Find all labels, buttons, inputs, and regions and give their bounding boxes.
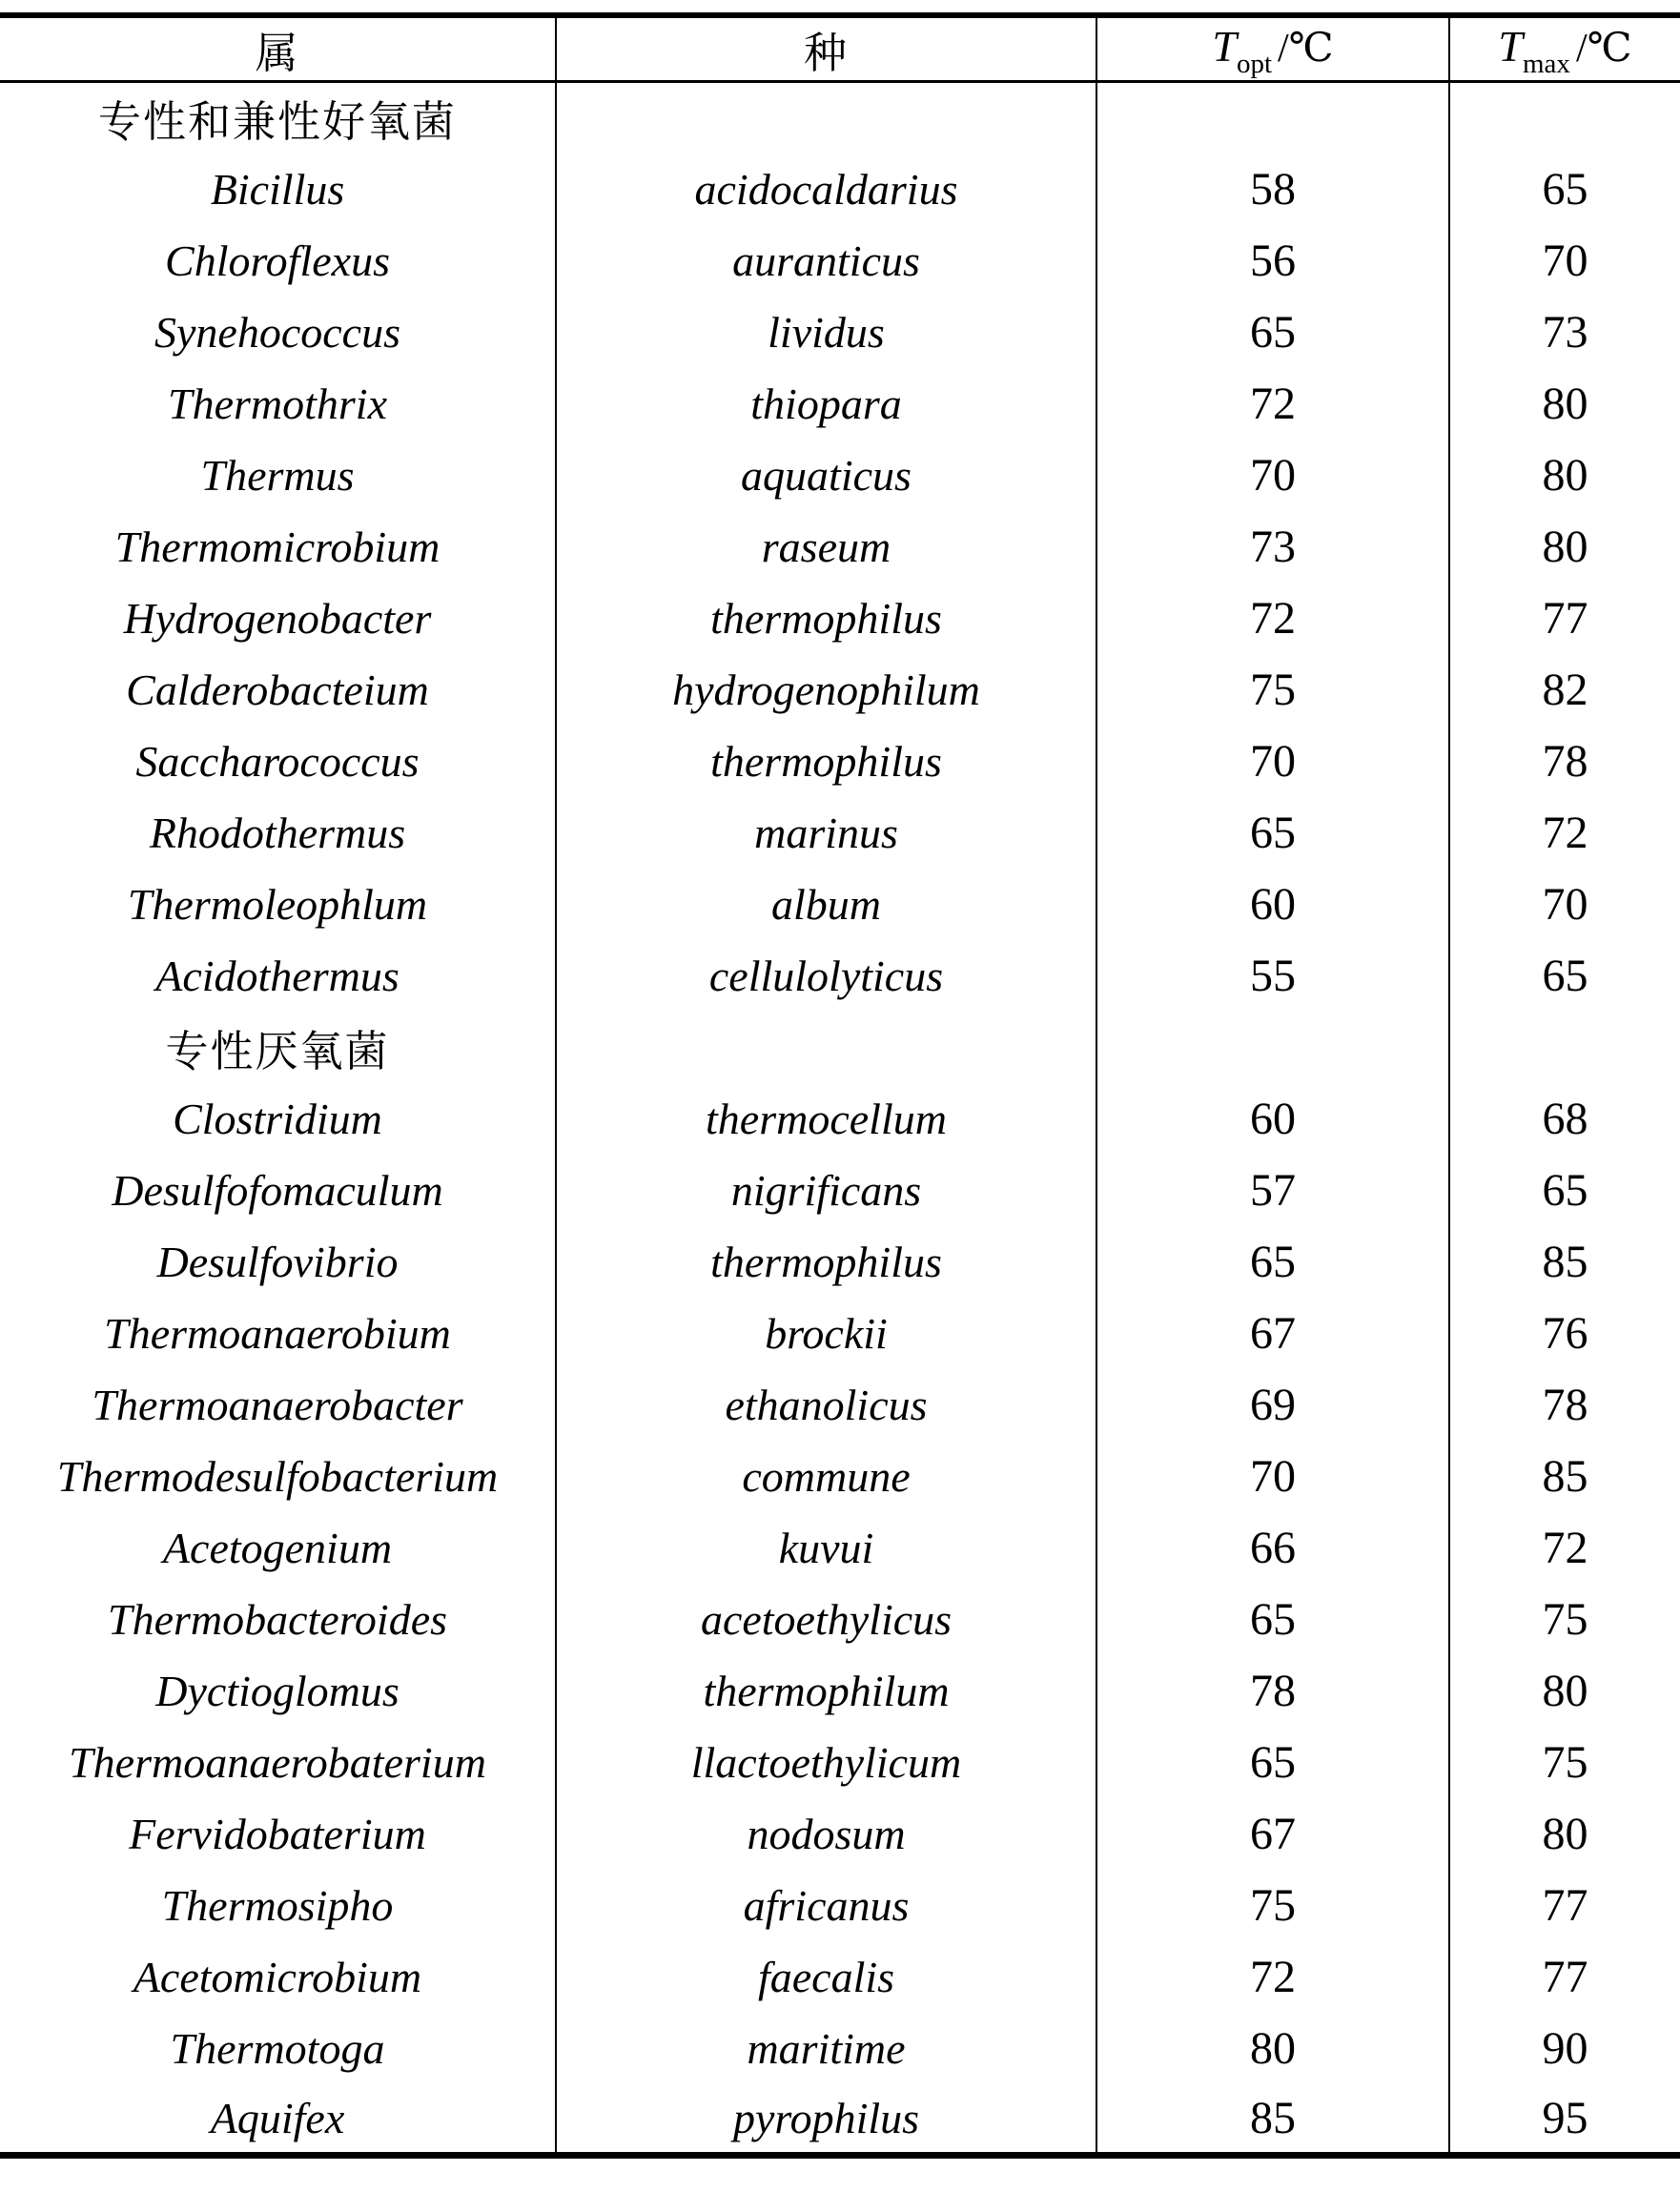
table-row	[0, 1870, 1680, 1941]
header-row	[0, 15, 1680, 82]
species-cell: acidocaldarius	[556, 154, 1096, 225]
tmax-cell: 77	[1449, 1941, 1680, 2013]
table-row	[0, 368, 1680, 440]
topt-cell	[1096, 82, 1449, 154]
table-row	[0, 2013, 1680, 2084]
table-row	[0, 154, 1680, 225]
table-row	[0, 440, 1680, 511]
tmax-cell: 65	[1449, 1155, 1680, 1226]
table-row	[0, 1655, 1680, 1727]
tmax-cell: 65	[1449, 154, 1680, 225]
species-cell: ethanolicus	[556, 1369, 1096, 1441]
topt-cell: 70	[1096, 726, 1449, 797]
col-header-species: 种	[556, 15, 1096, 82]
species-cell: hydrogenophilum	[556, 654, 1096, 726]
species-cell: aquaticus	[556, 440, 1096, 511]
tmax-cell: 70	[1449, 225, 1680, 297]
genus-cell: Calderobacteium	[126, 665, 429, 714]
table-row	[0, 797, 1680, 869]
genus-cell: Dyctioglomus	[155, 1666, 400, 1715]
group-row	[0, 82, 1680, 154]
topt-unit: /℃	[1278, 26, 1334, 71]
table-body	[0, 82, 1680, 2156]
species-cell: thermophilus	[556, 726, 1096, 797]
tmax-cell: 72	[1449, 797, 1680, 869]
tmax-cell: 73	[1449, 297, 1680, 368]
table-row	[0, 1083, 1680, 1155]
topt-cell: 60	[1096, 1083, 1449, 1155]
table-row	[0, 1512, 1680, 1584]
tmax-cell: 80	[1449, 1655, 1680, 1727]
species-cell: brockii	[556, 1298, 1096, 1369]
genus-cell: Thermoanaerobaterium	[69, 1737, 486, 1787]
species-cell: maritime	[556, 2013, 1096, 2084]
species-cell: pyrophilus	[556, 2084, 1096, 2156]
table-row	[0, 1941, 1680, 2013]
topt-cell: 66	[1096, 1512, 1449, 1584]
table-row	[0, 1226, 1680, 1298]
genus-cell: Thermosipho	[161, 1880, 394, 1930]
tmax-cell: 75	[1449, 1584, 1680, 1655]
species-cell: thiopara	[556, 368, 1096, 440]
table-row	[0, 1441, 1680, 1512]
table-row	[0, 654, 1680, 726]
genus-cell: Synehococcus	[154, 307, 400, 357]
topt-cell: 58	[1096, 154, 1449, 225]
table-row	[0, 1584, 1680, 1655]
table-row	[0, 583, 1680, 654]
table-row	[0, 2084, 1680, 2156]
species-cell: thermophilum	[556, 1655, 1096, 1727]
topt-cell: 55	[1096, 940, 1449, 1012]
species-cell: llactoethylicum	[556, 1727, 1096, 1798]
topt-cell: 56	[1096, 225, 1449, 297]
genus-cell: Hydrogenobacter	[123, 593, 432, 643]
topt-cell: 75	[1096, 1870, 1449, 1941]
tmax-cell: 90	[1449, 2013, 1680, 2084]
genus-cell: Chloroflexus	[165, 236, 390, 285]
species-cell: marinus	[556, 797, 1096, 869]
topt-cell: 72	[1096, 368, 1449, 440]
tmax-unit: /℃	[1575, 26, 1632, 71]
tmax-cell: 82	[1449, 654, 1680, 726]
topt-cell: 75	[1096, 654, 1449, 726]
col-header-tmax	[1449, 15, 1680, 82]
tmax-cell: 78	[1449, 726, 1680, 797]
thermophile-temperature-table	[0, 12, 1680, 2159]
group-row	[0, 1012, 1680, 1083]
species-cell: thermophilus	[556, 583, 1096, 654]
tmax-cell: 80	[1449, 1798, 1680, 1870]
genus-cell: Aquifex	[210, 2093, 345, 2142]
topt-cell: 65	[1096, 1226, 1449, 1298]
table-row	[0, 511, 1680, 583]
table-row	[0, 1298, 1680, 1369]
genus-cell: Thermodesulfobacterium	[56, 1451, 499, 1501]
tmax-cell: 80	[1449, 440, 1680, 511]
tmax-symbol: T	[1498, 21, 1523, 71]
tmax-cell: 65	[1449, 940, 1680, 1012]
species-cell: raseum	[556, 511, 1096, 583]
species-cell: kuvui	[556, 1512, 1096, 1584]
tmax-cell: 75	[1449, 1727, 1680, 1798]
tmax-cell: 76	[1449, 1298, 1680, 1369]
table-row	[0, 726, 1680, 797]
topt-cell: 70	[1096, 440, 1449, 511]
topt-cell: 65	[1096, 797, 1449, 869]
genus-cell: Desulfofomaculum	[112, 1165, 443, 1215]
topt-subscript: opt	[1236, 48, 1272, 79]
genus-cell: Thermoleophlum	[127, 879, 428, 929]
group-header-cell: 专性厌氧菌	[165, 1027, 390, 1076]
topt-cell: 72	[1096, 583, 1449, 654]
genus-cell: Clostridium	[173, 1094, 382, 1143]
genus-cell: Thermoanaerobium	[104, 1308, 451, 1358]
genus-cell: Acetogenium	[162, 1523, 393, 1572]
col-header-topt	[1096, 15, 1449, 82]
species-cell: auranticus	[556, 225, 1096, 297]
tmax-cell: 77	[1449, 1870, 1680, 1941]
topt-cell: 57	[1096, 1155, 1449, 1226]
genus-cell: Bicillus	[210, 164, 345, 214]
genus-cell: Desulfovibrio	[156, 1237, 399, 1286]
col-header-genus: 属	[255, 30, 300, 77]
species-cell: nigrificans	[556, 1155, 1096, 1226]
genus-cell: Acetomicrobium	[133, 1952, 422, 2001]
species-cell: thermocellum	[556, 1083, 1096, 1155]
tmax-cell: 77	[1449, 583, 1680, 654]
tmax-subscript: max	[1523, 48, 1570, 79]
species-cell: thermophilus	[556, 1226, 1096, 1298]
genus-cell: Acidothermus	[155, 951, 400, 1000]
genus-cell: Thermoanaerobacter	[92, 1380, 463, 1429]
topt-cell: 80	[1096, 2013, 1449, 2084]
species-cell: nodosum	[556, 1798, 1096, 1870]
tmax-cell: 78	[1449, 1369, 1680, 1441]
table-row	[0, 1155, 1680, 1226]
species-cell: faecalis	[556, 1941, 1096, 2013]
table-row	[0, 1369, 1680, 1441]
genus-cell: Thermothrix	[168, 379, 387, 428]
topt-cell	[1096, 1012, 1449, 1083]
genus-cell: Thermus	[200, 450, 355, 500]
topt-symbol: T	[1212, 21, 1237, 71]
topt-cell: 65	[1096, 1584, 1449, 1655]
species-cell: cellulolyticus	[556, 940, 1096, 1012]
genus-cell: Thermotoga	[170, 2023, 385, 2073]
topt-cell: 69	[1096, 1369, 1449, 1441]
genus-cell: Rhodothermus	[149, 808, 406, 857]
table-row	[0, 940, 1680, 1012]
topt-cell: 73	[1096, 511, 1449, 583]
tmax-cell: 95	[1449, 2084, 1680, 2156]
group-header-cell: 专性和兼性好氧菌	[97, 98, 457, 147]
topt-cell: 70	[1096, 1441, 1449, 1512]
species-cell: commune	[556, 1441, 1096, 1512]
table-row	[0, 297, 1680, 368]
tmax-cell	[1449, 1012, 1680, 1083]
topt-cell: 85	[1096, 2084, 1449, 2156]
genus-cell: Thermobacteroides	[107, 1594, 448, 1644]
genus-cell: Fervidobaterium	[129, 1809, 426, 1858]
tmax-cell: 80	[1449, 511, 1680, 583]
topt-cell: 65	[1096, 1727, 1449, 1798]
species-cell: acetoethylicus	[556, 1584, 1096, 1655]
tmax-cell: 85	[1449, 1441, 1680, 1512]
table-header	[0, 15, 1680, 82]
genus-cell: Saccharococcus	[135, 736, 420, 786]
species-cell: africanus	[556, 1870, 1096, 1941]
tmax-cell: 80	[1449, 368, 1680, 440]
tmax-cell	[1449, 82, 1680, 154]
topt-cell: 60	[1096, 869, 1449, 940]
species-cell: lividus	[556, 297, 1096, 368]
table-row	[0, 869, 1680, 940]
species-cell	[556, 82, 1096, 154]
table-row	[0, 225, 1680, 297]
species-cell	[556, 1012, 1096, 1083]
genus-cell: Thermomicrobium	[114, 522, 440, 571]
tmax-cell: 85	[1449, 1226, 1680, 1298]
table-row	[0, 1727, 1680, 1798]
tmax-cell: 72	[1449, 1512, 1680, 1584]
topt-cell: 78	[1096, 1655, 1449, 1727]
table-row	[0, 1798, 1680, 1870]
species-cell: album	[556, 869, 1096, 940]
topt-cell: 72	[1096, 1941, 1449, 2013]
topt-cell: 67	[1096, 1798, 1449, 1870]
topt-cell: 65	[1096, 297, 1449, 368]
tmax-cell: 68	[1449, 1083, 1680, 1155]
topt-cell: 67	[1096, 1298, 1449, 1369]
tmax-cell: 70	[1449, 869, 1680, 940]
